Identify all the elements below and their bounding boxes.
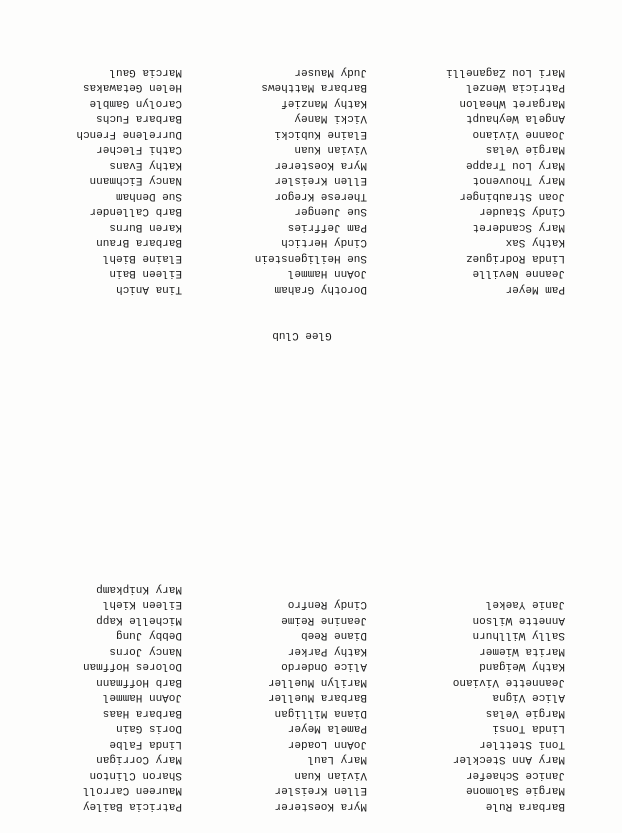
name-entry: Barbara Braun	[96, 236, 182, 249]
name-entry: Mary Lou Trappe	[465, 159, 565, 171]
name-entry: Dorothy Graham	[274, 283, 367, 295]
name-entry: Linda Rodriguez	[465, 252, 565, 264]
name-column-bottom-2	[187, 64, 367, 297]
name-entry: Barbara Fuchs	[96, 112, 182, 125]
name-entry: Mary Laul	[307, 753, 367, 766]
name-entry: Patricia Bailey	[82, 800, 182, 812]
name-entry: Jeannette Viviano	[452, 676, 565, 688]
name-entry: Doris Gain	[115, 722, 182, 735]
page-title: Glee Club	[272, 329, 332, 341]
name-entry: Mari Lou Zaganelli	[446, 66, 565, 78]
name-entry: Vicki Maney	[294, 112, 367, 125]
name-entry: Mary Thouvenot	[472, 174, 565, 187]
name-entry: Kathy Sax	[505, 236, 565, 249]
name-entry: Dolores Hoffman	[82, 660, 182, 673]
name-entry: Annette Wilson	[472, 614, 565, 626]
name-entry: Michelle Kapp	[96, 614, 182, 626]
name-column-top-3	[385, 596, 565, 813]
name-entry: Margie Velas	[485, 707, 565, 719]
name-entry: JoAnn Hammel	[102, 691, 182, 704]
name-entry: Debby Jung	[115, 629, 182, 642]
name-entry: Barbara Matthews	[261, 81, 367, 94]
name-entry: Nancy Eichmann	[89, 174, 182, 187]
name-entry: Cindy Hertich	[281, 236, 367, 249]
name-entry: Cathi Flecher	[96, 143, 182, 156]
name-entry: Durrelene French	[76, 128, 182, 140]
name-entry: Pam Meyer	[505, 283, 565, 295]
name-entry: Sue Denham	[115, 190, 182, 202]
name-entry: Barbara Haas	[102, 707, 182, 719]
name-entry: Myra Koesterer	[274, 800, 367, 812]
name-entry: Myra Koesterer	[274, 159, 367, 171]
name-entry: Marilyn Mueller	[267, 676, 367, 688]
name-entry: Helen Getawakas	[82, 81, 182, 94]
name-entry: Jeanine Reime	[281, 614, 367, 626]
name-entry: Elaine Kubicki	[274, 128, 367, 140]
name-entry: Diane Reeb	[300, 629, 367, 642]
name-entry: Mary Corrigan	[96, 753, 182, 766]
name-entry: Janice Schaefer	[465, 769, 565, 781]
name-entry: Elaine Biehl	[102, 252, 182, 264]
name-entry: Barbara Rule	[485, 800, 565, 812]
name-entry: Jeanne Neville	[472, 267, 565, 280]
name-column-bottom-3	[385, 64, 565, 297]
name-column-top-1	[2, 581, 182, 814]
name-column-bottom-1	[2, 64, 182, 297]
name-entry: Linda Falbe	[109, 738, 182, 750]
name-entry: Kathy Parker	[287, 645, 367, 657]
name-entry: Linda Tonsi	[492, 722, 565, 735]
name-entry: Alice Vigna	[492, 691, 565, 704]
name-entry: Ellen Kreisler	[274, 784, 367, 797]
name-entry: Maureen Carroll	[82, 784, 182, 797]
name-entry: Alice Onderdo	[281, 660, 367, 673]
name-entry: Margaret Whealon	[459, 97, 565, 109]
name-entry: Angela Weyhaupt	[465, 112, 565, 125]
name-entry: Vivian Kuan	[294, 143, 367, 156]
name-entry: Kathy Weigand	[479, 660, 565, 673]
name-entry: Barb Hoffmann	[96, 676, 182, 688]
name-entry: Mary Ann Steckler	[452, 753, 565, 766]
name-entry: Joan Straubinger	[459, 190, 565, 202]
name-entry: Pam Jeffries	[287, 221, 367, 233]
name-entry: Mary Knipkamp	[96, 583, 182, 595]
name-entry: Cindy Renfro	[287, 598, 367, 611]
name-entry: Vivian Kuan	[294, 769, 367, 781]
name-entry: Sharon Clinton	[89, 769, 182, 781]
name-entry: Janie Yaekel	[485, 598, 565, 611]
name-entry: Nancy Jorns	[109, 645, 182, 657]
name-entry: Mary Scanderet	[472, 221, 565, 233]
name-entry: Marita Wiemer	[479, 645, 565, 657]
name-entry: Ellen Kreisler	[274, 174, 367, 187]
name-entry: Therese Kregor	[274, 190, 367, 202]
name-entry: Marcia Gaul	[109, 66, 182, 78]
name-entry: JoAnn Loader	[287, 738, 367, 750]
name-entry: Joanne Viviano	[472, 128, 565, 140]
name-entry: Pamela Meyer	[287, 722, 367, 735]
name-entry: Eileen Kiehl	[102, 598, 182, 611]
name-entry: Kathy Evans	[109, 159, 182, 171]
name-entry: Kathy Manzief	[281, 97, 367, 109]
name-entry: Sue Juenger	[294, 205, 367, 218]
name-entry: Eileen Bain	[109, 267, 182, 280]
name-entry: Barbara Mueller	[267, 691, 367, 704]
name-entry: Sue Heiligenstein	[254, 252, 367, 264]
name-entry: Margie Salomone	[465, 784, 565, 797]
name-entry: Karen Burns	[109, 221, 182, 233]
name-entry: JoAnn Hammel	[287, 267, 367, 280]
name-entry: Diana Milligan	[274, 707, 367, 719]
name-entry: Margie Velas	[485, 143, 565, 156]
name-entry: Toni Stettler	[479, 738, 565, 750]
name-entry: Cindy Stauder	[479, 205, 565, 218]
name-entry: Tina Anich	[115, 283, 182, 295]
name-entry: Judy Mauser	[294, 66, 367, 78]
name-entry: Carolyn Gamble	[89, 97, 182, 109]
name-column-top-2	[187, 596, 367, 813]
name-entry: Sally Willhurn	[472, 629, 565, 642]
name-entry: Patricia Wenzel	[465, 81, 565, 94]
name-entry: Barb Callender	[89, 205, 182, 218]
